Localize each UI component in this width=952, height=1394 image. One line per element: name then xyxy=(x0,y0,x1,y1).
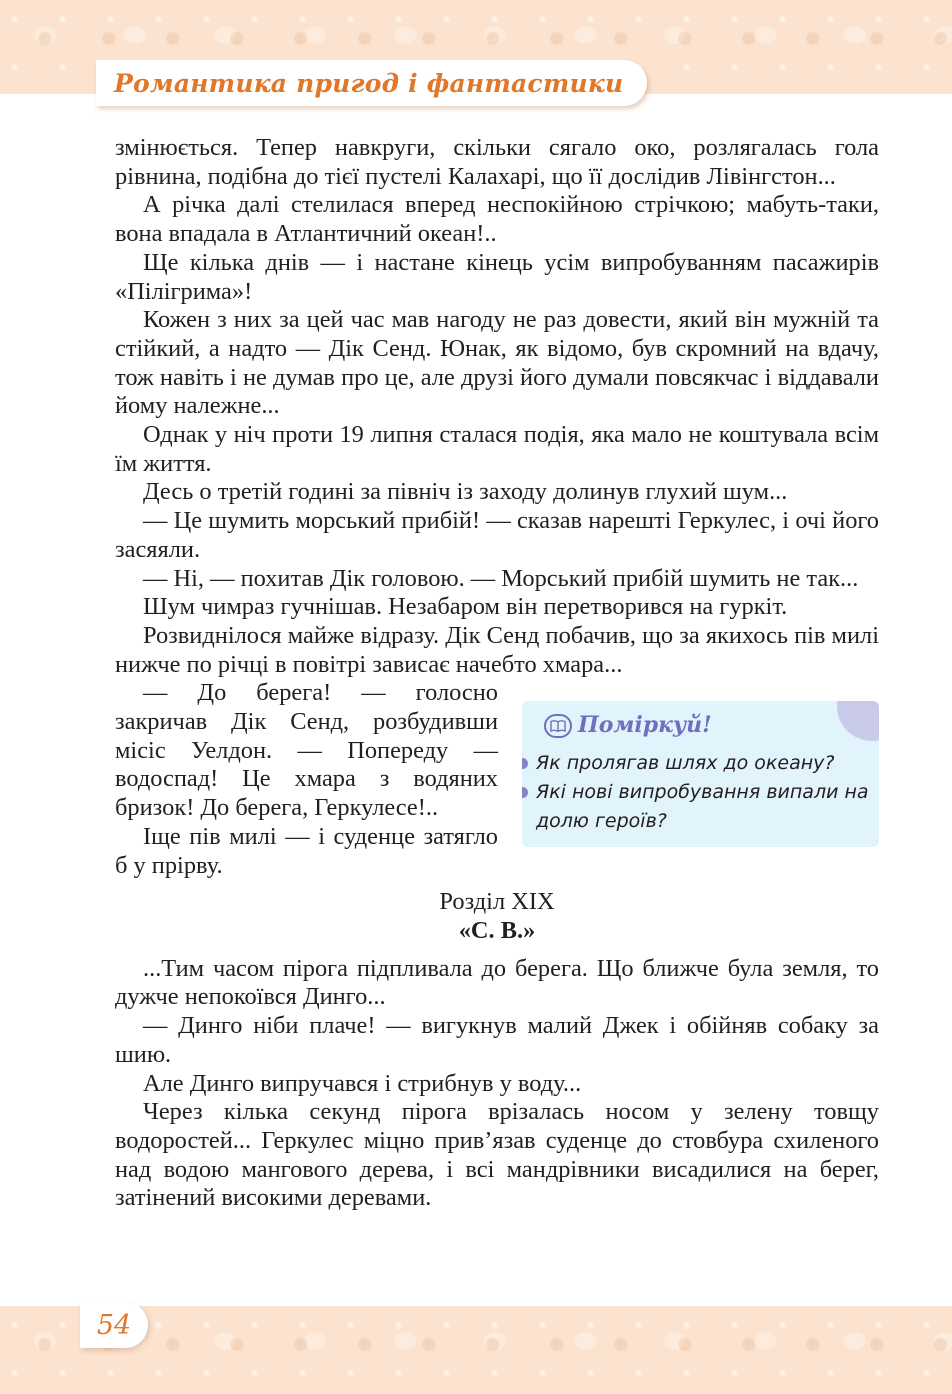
book-icon xyxy=(544,714,572,738)
section-heading: Розділ XIX xyxy=(439,888,555,916)
page-number-tab xyxy=(80,1302,148,1348)
think-box xyxy=(522,701,879,847)
paragraph: Розвиднілося майже відразу. Дік Сенд побачив, що за якихось пів милі нижче по річці в повітрі зависає начебто хмара... xyxy=(115,621,879,678)
paragraph: — Це шумить морський прибій! — сказав нарешті Геркулес, і очі його засяяли. xyxy=(115,507,879,563)
think-box-header xyxy=(544,711,712,740)
paragraph: — До берега! — голосно закричав Дік Сенд, розбудивши місіс Уелдон. — Попереду — водоспад! Це хмара з водяних бризок! До берега, Геркулесе!.. xyxy=(115,679,498,822)
paragraph: Іще пів милі — і суденце затягло б у прірву. xyxy=(115,822,498,879)
text-with-sidebox xyxy=(115,679,879,880)
bullet-dot xyxy=(522,787,528,798)
paragraph: змінюється. Тепер навкруги, скільки сягало око, розлягалась гола рівнина, подібна до тієї пустелі Калахарі, що її дослідив Лівінгстон... xyxy=(115,134,879,190)
main-text xyxy=(115,134,879,1213)
question-text: Які нові випробування випали на долю героїв? xyxy=(536,781,869,833)
think-box-title: Поміркуй! xyxy=(578,712,712,739)
paragraph: ...Тим часом пірога підпливала до берега. Що ближче була земля, то дужче непокоївся Динго... xyxy=(115,954,879,1011)
paragraph: — Ні, — похитав Дік головою. — Морський прибій шумить не так... xyxy=(143,564,859,592)
paragraph: Кожен з них за цей час мав нагоду не раз довести, який він мужній та стійкий, а надто — Дік Сенд. Юнак, як відомо, був скромний на вдачу, тож навіть і не думав про це, але друзі його думали повсякчас і віддавали йому належне... xyxy=(115,306,879,420)
chapter-title: Романтика пригод і фантастики xyxy=(114,68,624,98)
text-block-bottom xyxy=(115,955,879,1213)
paragraph: А річка далі стелилася вперед неспокійною стрічкою; мабуть-таки, вона впадала в Атлантичний океан!.. xyxy=(115,191,879,248)
chapter-title-tab xyxy=(96,60,647,106)
bullet-dot xyxy=(522,758,528,769)
corner-decoration xyxy=(837,701,879,741)
question-list xyxy=(522,749,879,836)
paragraph: Десь о третій годині за північ із заходу долинув глухий шум... xyxy=(143,478,788,506)
page-number: 54 xyxy=(96,1309,132,1341)
text-block-top xyxy=(115,134,879,679)
paragraph: Однак у ніч проти 19 липня сталася подія, яка мало не коштувала всім їм життя. xyxy=(115,421,879,477)
paragraph: Через кілька секунд пірога врізалась носом у зелену товщу водоростей... Геркулес міцно прив’язав суденце до стовбура схиленого над водою мангового дерева, і всі мандрівники висадилися на берег, затінений високими деревами. xyxy=(115,1098,879,1212)
question-item xyxy=(522,749,879,778)
paragraph: — Динго ніби плаче! — вигукнув малий Джек і обійняв собаку за шию. xyxy=(115,1012,879,1068)
section-subheading: «С. В.» xyxy=(458,916,536,944)
paragraph: Шум чимраз гучнішав. Незабаром він перетворився на гуркіт. xyxy=(143,593,788,621)
question-text: Як пролягав шлях до океану? xyxy=(536,752,835,775)
paragraph: Але Динго випручався і стрибнув у воду... xyxy=(143,1069,582,1097)
question-item xyxy=(522,778,879,836)
paragraph: Ще кілька днів — і настане кінець усім випробуванням пасажирів «Пілігрима»! xyxy=(115,248,879,305)
